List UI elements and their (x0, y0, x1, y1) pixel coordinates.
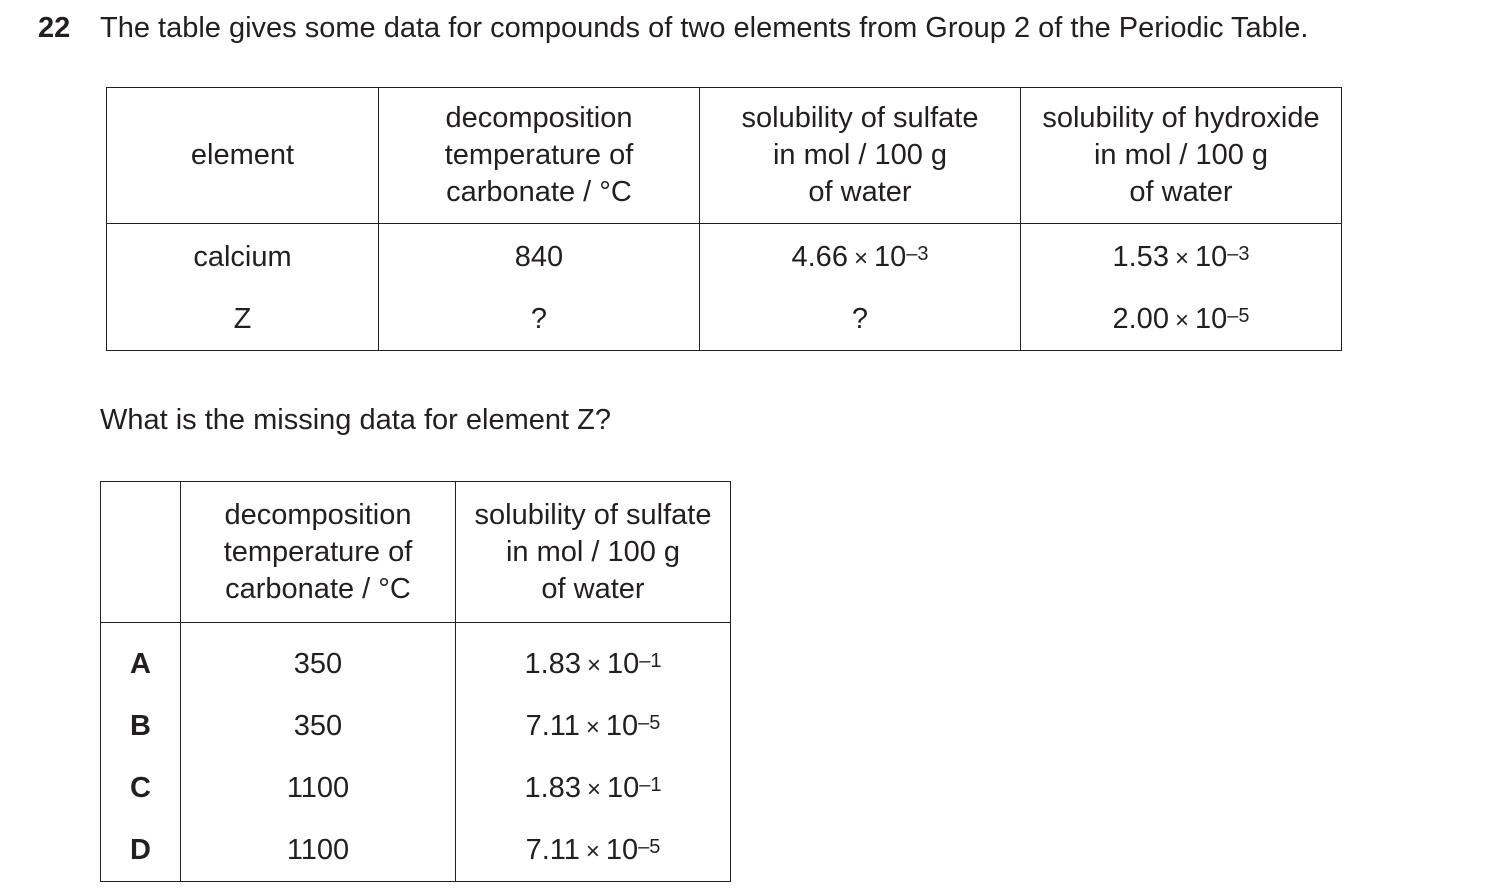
option-sulfate-value (526, 819, 661, 881)
header-line: solubility of sulfate (474, 498, 712, 531)
hydroxide-value (1113, 288, 1250, 350)
header-line: decomposition (224, 498, 412, 531)
times-sign: × (1174, 307, 1189, 334)
header-line: of water (808, 176, 912, 208)
option-decomposition-value: 1100 (286, 772, 350, 804)
header-sulfate-solubility (700, 88, 1021, 224)
option-a[interactable]: A (130, 648, 151, 680)
header-line: solubility of hydroxide (1042, 102, 1320, 134)
mantissa: 2.00 (1112, 303, 1169, 335)
option-sulfate-value (525, 633, 662, 695)
exponent: –1 (639, 650, 662, 672)
header-line: decomposition (445, 102, 633, 134)
decomposition-value: 840 (514, 241, 564, 273)
hydroxide-column (1021, 224, 1342, 351)
times-sign: × (585, 838, 600, 865)
option-decomposition-column (181, 623, 456, 882)
option-b[interactable]: B (130, 710, 151, 742)
base: 10 (606, 648, 640, 680)
data-table (106, 87, 1342, 351)
base: 10 (605, 834, 639, 866)
base: 10 (873, 241, 907, 273)
option-decomposition-value: 1100 (286, 834, 350, 866)
option-sulfate-value (526, 695, 661, 757)
decomposition-value: ? (530, 303, 548, 335)
header-hydroxide-solubility (1021, 88, 1342, 224)
header-sulfate-solubility (456, 482, 731, 623)
header-option-letter (101, 482, 181, 623)
element-name: calcium (193, 241, 292, 273)
exponent: –5 (638, 712, 661, 734)
header-element (107, 88, 379, 224)
exponent: –3 (906, 243, 929, 265)
times-sign: × (586, 652, 601, 679)
element-column (107, 224, 379, 351)
times-sign: × (585, 714, 600, 741)
data-table-body-row (107, 224, 1342, 351)
question-text: The table gives some data for compounds of two elements from Group 2 of the Periodic Table. (100, 12, 1309, 44)
times-sign: × (1174, 245, 1189, 272)
hydroxide-value (1113, 226, 1250, 288)
exponent: –5 (1227, 305, 1250, 327)
header-line: of water (541, 572, 645, 605)
exponent: –1 (639, 774, 662, 796)
exponent: –5 (638, 836, 661, 858)
mantissa: 1.83 (524, 772, 581, 804)
option-letter-column (101, 623, 181, 882)
option-decomposition-value: 350 (293, 710, 343, 742)
header-decomposition (379, 88, 700, 224)
header-decomposition (181, 482, 456, 623)
header-line: solubility of sulfate (741, 102, 979, 134)
base: 10 (605, 710, 639, 742)
header-line: in mol / 100 g (505, 535, 681, 568)
option-c[interactable]: C (130, 772, 151, 804)
mantissa: 4.66 (791, 241, 848, 273)
base: 10 (606, 772, 640, 804)
base: 10 (1194, 303, 1228, 335)
times-sign: × (586, 776, 601, 803)
header-line: in mol / 100 g (772, 139, 948, 171)
question-number: 22 (38, 12, 71, 44)
base: 10 (1194, 241, 1228, 273)
mantissa: 7.11 (525, 834, 580, 866)
times-sign: × (853, 245, 868, 272)
data-table-header-row (107, 88, 1342, 224)
header-line: in mol / 100 g (1093, 139, 1269, 171)
decomposition-column (379, 224, 700, 351)
header-line: carbonate / °C (225, 572, 411, 605)
option-d[interactable]: D (130, 834, 151, 866)
sulfate-value (792, 226, 929, 288)
header-line: temperature of (444, 139, 634, 171)
option-decomposition-value: 350 (293, 648, 343, 680)
mantissa: 1.83 (524, 648, 581, 680)
option-sulfate-value (525, 757, 662, 819)
option-sulfate-column (456, 623, 731, 882)
header-line: carbonate / °C (446, 176, 632, 208)
mantissa: 7.11 (525, 710, 580, 742)
header-line: element (190, 139, 295, 171)
mantissa: 1.53 (1112, 241, 1169, 273)
options-table (100, 481, 731, 882)
options-body-row (101, 623, 731, 882)
sulfate-value: ? (851, 303, 869, 335)
sulfate-column (700, 224, 1021, 351)
missing-data-question: What is the missing data for element Z? (100, 404, 611, 436)
header-line: of water (1129, 176, 1233, 208)
options-header-row (101, 482, 731, 623)
element-name: Z (233, 303, 252, 335)
exponent: –3 (1227, 243, 1250, 265)
header-line: temperature of (223, 535, 413, 568)
